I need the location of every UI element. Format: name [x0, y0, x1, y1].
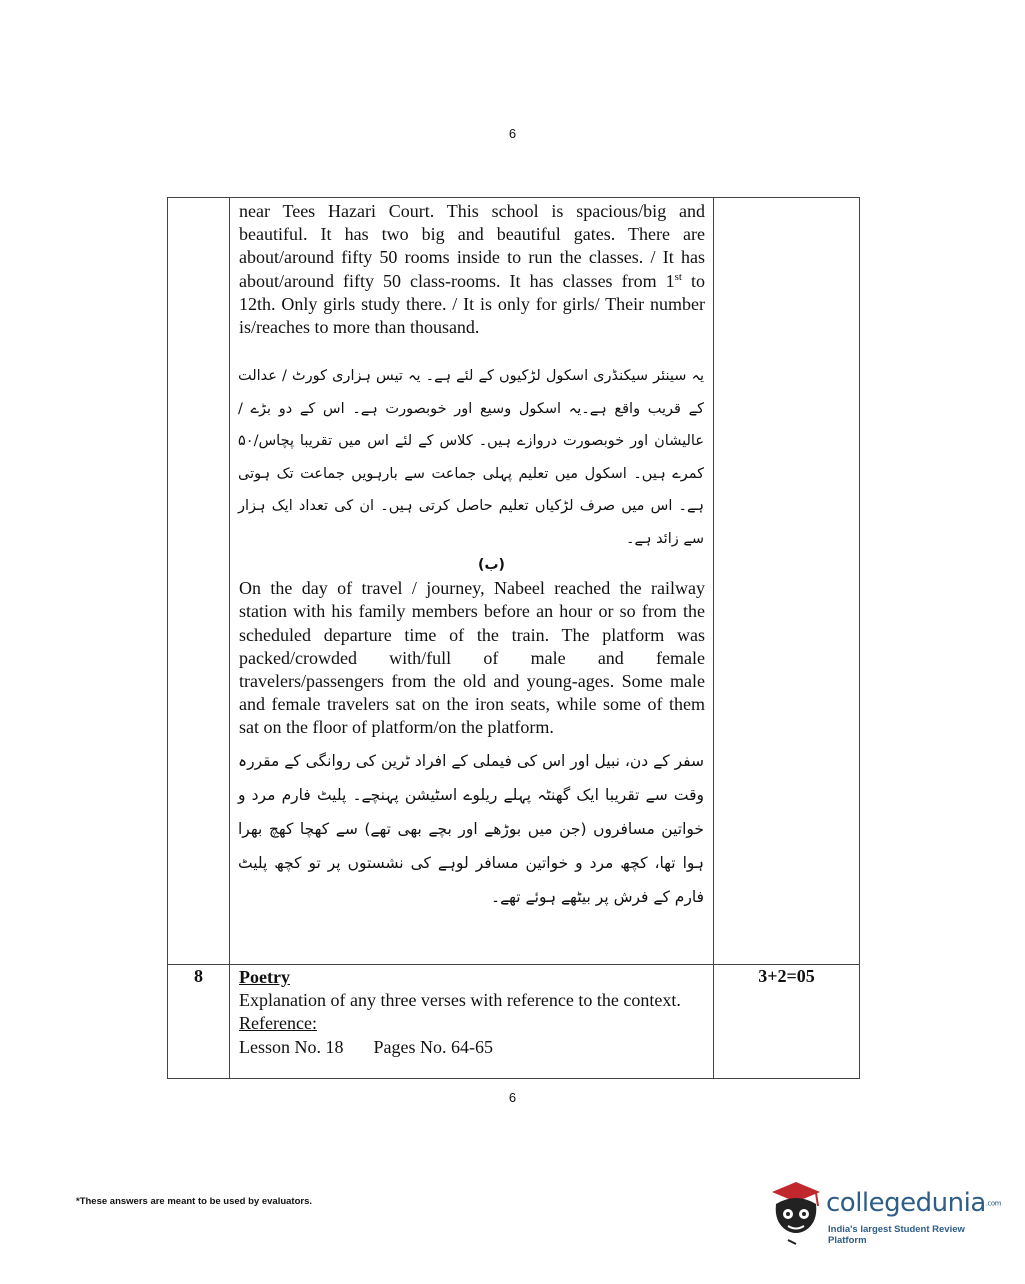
marks-cell-empty — [714, 198, 860, 965]
question-number: 8 — [168, 965, 230, 1079]
page-number-top: 6 — [508, 126, 517, 141]
reference-label: Reference: — [239, 1013, 317, 1034]
reference-line — [239, 1036, 705, 1059]
student-mascot-icon — [766, 1178, 826, 1248]
question-8-content — [230, 965, 713, 1061]
sub-question-marker: (ب) — [478, 557, 505, 574]
table-row — [168, 965, 860, 1079]
evaluator-note: *These answers are meant to be used by evaluators. — [76, 1196, 313, 1207]
english-answer-school: near Tees Hazari Court. This school is spacious/big and beautiful. It has two big and beautiful gates. There are about/around fifty 50 rooms inside to run the classes. / It has about/around fifty 50 class-rooms. It has classes from 1st to 12th. Only girls study there. / It is only for girls/ Their number is/reaches to more than thousand. — [239, 201, 705, 338]
page-number-bottom: 6 — [508, 1090, 517, 1105]
collegedunia-logo — [766, 1178, 1001, 1248]
question-number-cell-empty — [168, 198, 230, 965]
section-heading: Poetry — [239, 967, 290, 987]
answer-table — [167, 197, 860, 1079]
urdu-answer-journey: سفر کے دن، نبیل اور اس کی فیملی کے افراد ٹرین کی روانگی کے مقررہ وقت سے تقریبا ایک گھنٹہ پہلے ریلوے اسٹیشن پہنچے۔ پلیٹ فارم مرد و خواتین مسافروں (جن میں بوڑھے اور بچے بھی تھے) سے کھچا کھچ بھرا ہوا تھا، کچھ مرد و خواتین مسافر لوہے کی نشستوں پر تو کچھ پلیٹ فارم کے فرش پر بیٹھے ہوئے تھے۔ — [238, 751, 704, 906]
page-range: Pages No. 64-65 — [373, 1036, 493, 1057]
answer-cell — [230, 965, 714, 1079]
marks: 3+2=05 — [714, 965, 860, 1079]
table-row — [168, 198, 860, 965]
english-answer-journey: On the day of travel / journey, Nabeel reached the railway station with his family members before an hour or so from the scheduled departure time of the train. The platform was packed/crowded with/full of male and female travelers/passengers from the old and young-ages. Some male and female travelers sat on the iron seats, while some of them sat on the floor of platform/on the platform. — [239, 578, 705, 738]
lesson-number: Lesson No. 18 — [239, 1036, 344, 1057]
question-description: Explanation of any three verses with reference to the context. — [239, 990, 681, 1011]
answer-cell — [230, 198, 714, 965]
logo-wordmark: collegedunia.com — [826, 1188, 1001, 1218]
logo-tagline: India's largest Student Review Platform — [828, 1224, 965, 1246]
urdu-answer-school: یہ سینئر سیکنڈری اسکول لڑکیوں کے لئے ہے۔ یہ تیس ہزاری کورٹ / عدالت کے قریب واقع ہے۔یہ اسکول وسیع اور خوبصورت ہے۔ اس کے دو بڑے / عالیشان اور خوبصورت دروازے ہیں۔ کلاس کے لئے اس میں تقریبا پچاس/۵۰ کمرے ہیں۔ اسکول میں تعلیم پہلی جماعت سے بارہویں جماعت تک ہوتی ہے۔ اس میں صرف لڑکیاں تعلیم حاصل کرتی ہیں۔ ان کی تعداد ایک ہزار سے زائد ہے۔ — [238, 368, 704, 547]
